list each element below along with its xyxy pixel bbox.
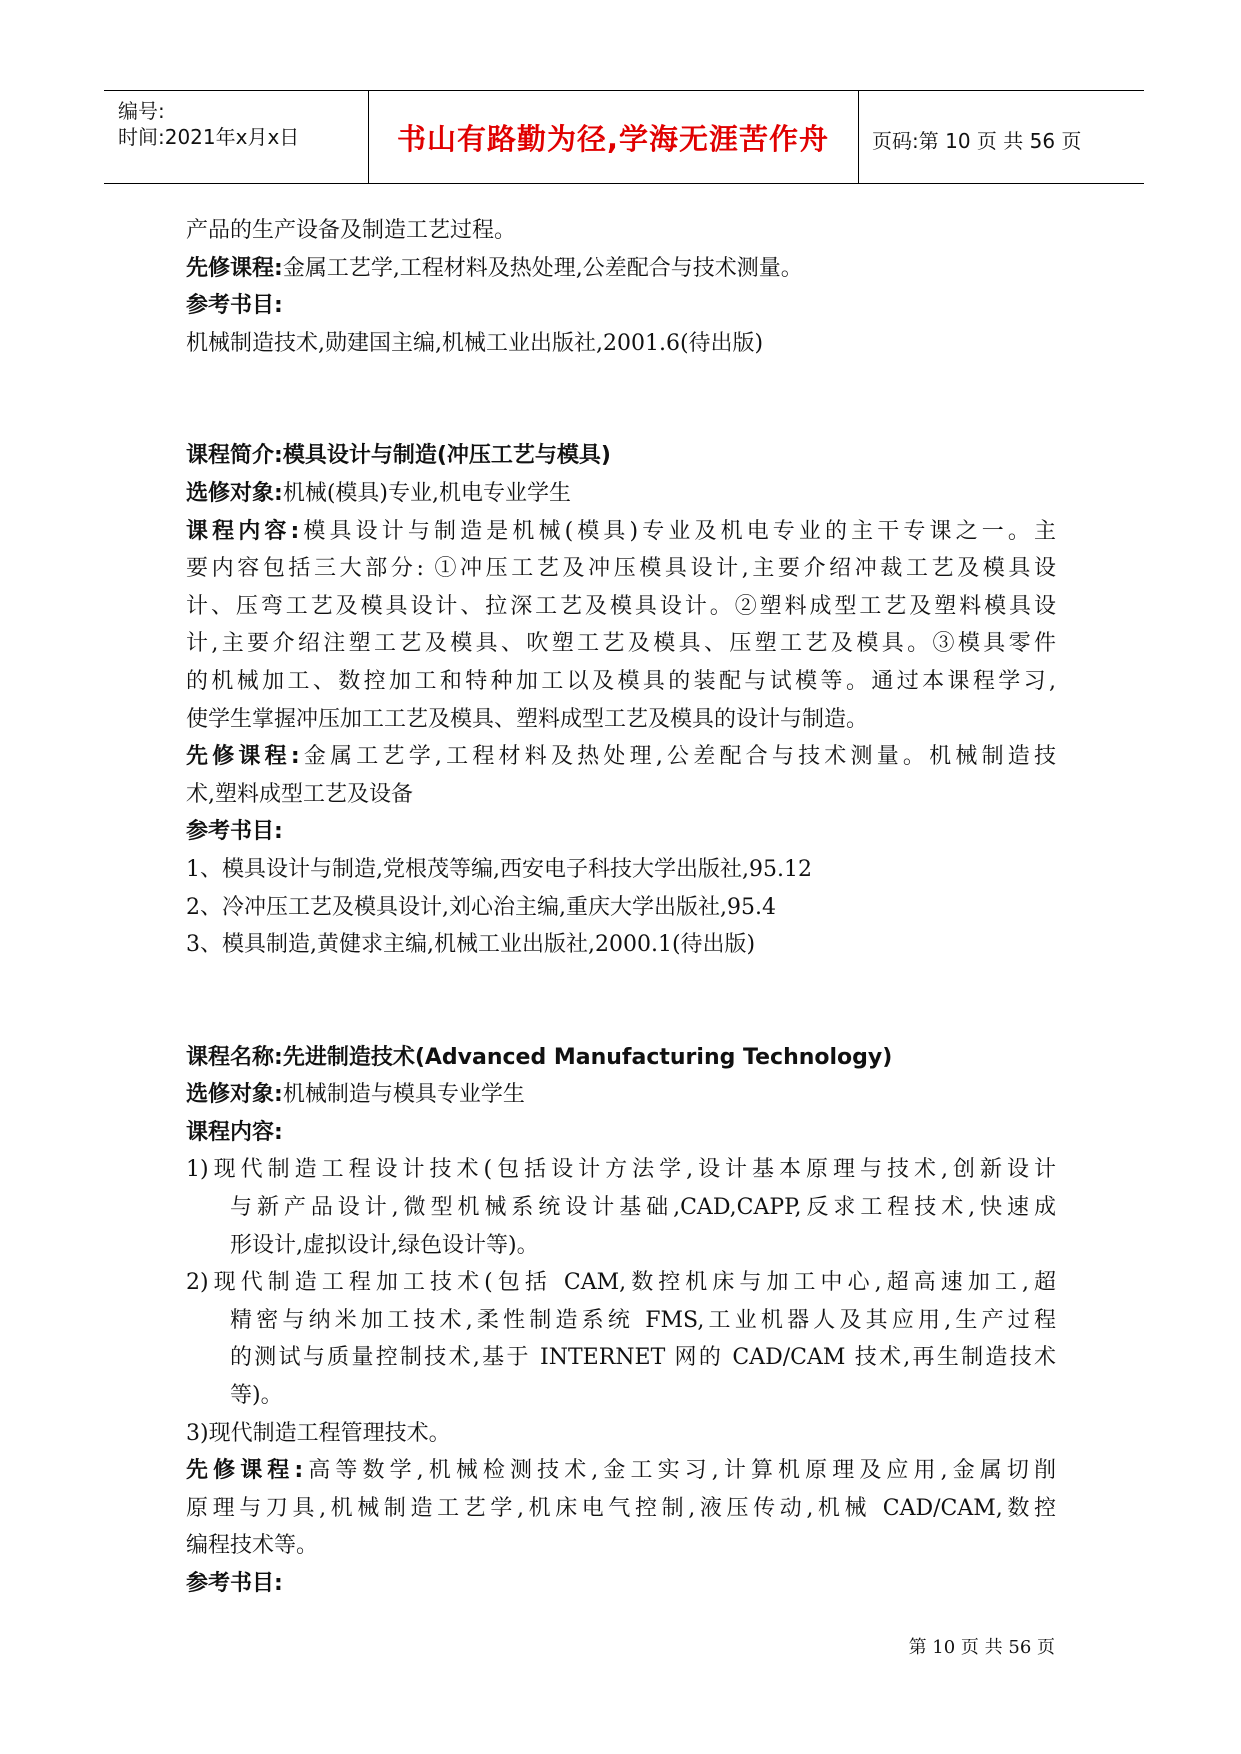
page-footer: 第 10 页 共 56 页 (908, 1637, 1055, 1658)
header-page-number: 页码:第 10 页 共 56 页 (872, 129, 1082, 153)
course-title: 模具设计与制造(冲压工艺与模具) (282, 443, 611, 469)
list-item (186, 1151, 1056, 1189)
content-line: 的机械加工、数控加工和特种加工以及模具的装配与试模等。通过本课程学习, (186, 668, 1056, 694)
list-item-continuation: 等)。 (230, 1383, 283, 1409)
header-left-cell (104, 91, 369, 183)
content-label: 课程内容: (186, 518, 300, 544)
prerequisite-label: 先修课程: (186, 1458, 304, 1484)
list-item-continuation: 形设计,虚拟设计,绿色设计等)。 (230, 1232, 539, 1258)
prerequisite-text: 高等数学,机械检测技术,金工实习,计算机原理及应用,金属切削 (303, 1458, 1056, 1484)
paragraph-line: 产品的生产设备及制造工艺过程。 (186, 218, 517, 243)
list-item-text: 现代制造工程管理技术。 (208, 1420, 451, 1446)
target-line (186, 1076, 1056, 1114)
prerequisite-line: 术,塑料成型工艺及设备 (186, 781, 413, 807)
prerequisite-label: 先修课程: (186, 255, 283, 281)
list-item-number: 1) (186, 1157, 209, 1183)
list-item (186, 1415, 1056, 1453)
section-gap (186, 964, 1056, 1039)
list-item (186, 1264, 1056, 1302)
prerequisite-label: 先修课程: (186, 744, 300, 770)
prerequisite-line: 编程技术等。 (186, 1533, 319, 1559)
section-gap (186, 362, 1056, 437)
target-line (186, 475, 1056, 513)
list-item-text: 现代制造工程设计技术(包括设计方法学,设计基本原理与技术,创新设计 (208, 1157, 1056, 1183)
document-body (186, 212, 1056, 1603)
list-item-number: 3) (186, 1420, 209, 1446)
course-title-line (186, 437, 1056, 475)
content-line: 计,主要介绍注塑工艺及模具、吹塑工艺及模具、压塑工艺及模具。③模具零件 (186, 631, 1056, 657)
prerequisite-line (186, 250, 1056, 288)
header-right-cell (858, 91, 1144, 183)
course-title-line (186, 1039, 1056, 1077)
prerequisite-line (186, 738, 1056, 776)
document-time-label: 时间:2021年x月x日 (118, 125, 300, 149)
reference-item: 2、冷冲压工艺及模具设计,刘心治主编,重庆大学出版社,95.4 (186, 894, 776, 920)
target-label: 选修对象: (186, 480, 283, 506)
reference-label: 参考书目: (186, 819, 283, 845)
list-item-text: 现代制造工程加工技术(包括 CAM,数控机床与加工中心,超高速加工,超 (208, 1270, 1056, 1296)
header-motto: 书山有路勤为径,学海无涯苦作舟 (396, 122, 830, 156)
target-text: 机械(模具)专业,机电专业学生 (282, 480, 571, 506)
content-line: 要内容包括三大部分: ①冲压工艺及冲压模具设计,主要介绍冲裁工艺及模具设 (186, 556, 1056, 582)
page-header (104, 90, 1144, 184)
header-middle-cell (368, 91, 859, 183)
prerequisite-text: 金属工艺学,工程材料及热处理,公差配合与技术测量。机械制造技 (299, 744, 1056, 770)
prerequisite-text: 金属工艺学,工程材料及热处理,公差配合与技术测量。 (282, 255, 803, 281)
content-text: 模具设计与制造是机械(模具)专业及机电专业的主干专课之一。主 (299, 518, 1056, 544)
target-label: 选修对象: (186, 1082, 283, 1108)
reference-item: 3、模具制造,黄健求主编,机械工业出版社,2000.1(待出版) (186, 932, 756, 958)
reference-item: 1、模具设计与制造,党根茂等编,西安电子科技大学出版社,95.12 (186, 856, 812, 882)
document-number-label: 编号: (118, 99, 165, 123)
list-item-continuation: 的测试与质量控制技术,基于 INTERNET 网的 CAD/CAM 技术,再生制造技术 (230, 1345, 1056, 1371)
course-title-label: 课程简介: (186, 443, 283, 469)
prerequisite-line (186, 1452, 1056, 1490)
content-line: 计、压弯工艺及模具设计、拉深工艺及模具设计。②塑料成型工艺及塑料模具设 (186, 593, 1056, 619)
list-item-number: 2) (186, 1270, 209, 1296)
reference-item: 机械制造技术,勋建国主编,机械工业出版社,2001.6(待出版) (186, 330, 764, 356)
list-item-continuation: 精密与纳米加工技术,柔性制造系统 FMS,工业机器人及其应用,生产过程 (230, 1307, 1056, 1333)
course-title: 先进制造技术(Advanced Manufacturing Technology) (282, 1044, 893, 1070)
content-line: 使学生掌握冲压加工工艺及模具、塑料成型工艺及模具的设计与制造。 (186, 706, 869, 732)
course-title-label: 课程名称: (186, 1044, 283, 1070)
reference-label: 参考书目: (186, 1571, 283, 1596)
content-label: 课程内容: (186, 1119, 283, 1145)
reference-label: 参考书目: (186, 293, 283, 319)
list-item-continuation: 与新产品设计,微型机械系统设计基础,CAD,CAPP,反求工程技术,快速成 (230, 1195, 1056, 1221)
target-text: 机械制造与模具专业学生 (282, 1082, 525, 1108)
content-line (186, 513, 1056, 551)
prerequisite-line: 原理与刀具,机械制造工艺学,机床电气控制,液压传动,机械 CAD/CAM,数控 (186, 1495, 1056, 1521)
